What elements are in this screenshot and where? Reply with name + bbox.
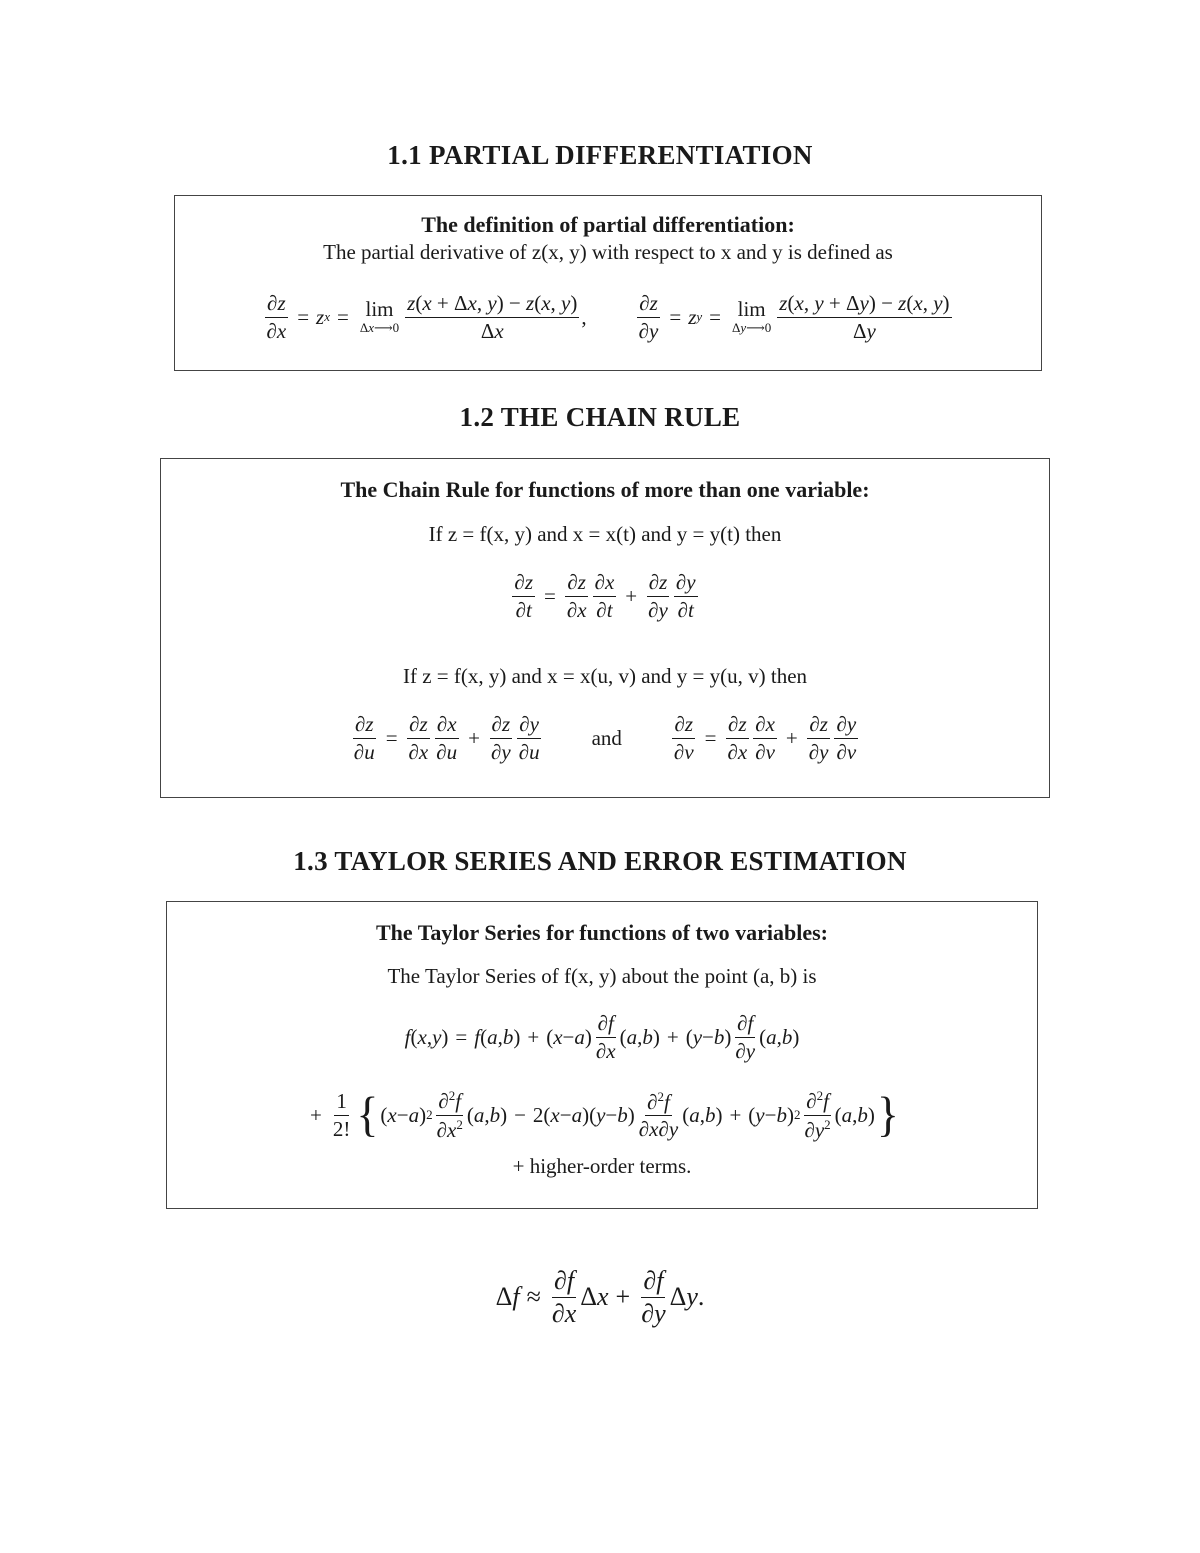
chain-rule-equation2: $\frac{\partial z}{\partial u}$ = $\frac{\partial z}{\partial x}$ $\frac{\partial x}{\partial u}$ + $\frac{\partial z}{\partial y}$ $\frac{\partial y}{\partial u}$ and $\frac{\partial z}{\partial v}$ = $\frac{\partial z}{\partial x}$ $\frac{\partial x}{\partial v}$ + $\frac{\partial z}{\partial y}$ $\frac{\partial y}{\partial v}$ [353, 712, 857, 764]
definition-intro: The partial derivative of z(x, y) with respect to x and y is defined as [323, 240, 893, 264]
taylor-series-line1: The Taylor Series of f(x, y) about the point (a, b) is [387, 964, 817, 988]
and-word: and [591, 725, 622, 750]
chain-rule-heading: The Chain Rule for functions of more than one variable: [340, 477, 870, 502]
section-title-chain-rule: 1.2 THE CHAIN RULE [459, 402, 741, 432]
chain-rule-line2: If z = f(x, y) and x = x(u, v) and y = y(u, v) then [402, 664, 808, 688]
definition-equation: $\frac{\partial z}{\partial x}$ = z x = lim Δx⟶0 $\frac{z(x + \Delta x, y) - z(x, y)}{\Delta x}$ , $\frac{\partial z}{\partial y}$ = z y = lim Δy⟶0 $\frac{z(x, y + \Delta y) - z(x, y)}{\Delta y}$ [266, 291, 950, 343]
taylor-series-box [166, 901, 1038, 1209]
chain-rule-box [160, 458, 1050, 798]
chain-rule-equation1: $\frac{\partial z}{\partial t}$ = $\frac{\partial z}{\partial x}$ $\frac{\partial x}{\partial t}$ + $\frac{\partial z}{\partial y}$ $\frac{\partial y}{\partial t}$ [514, 570, 696, 622]
taylor-series-equation1: f ( x , y ) = f ( a , b ) + ( x − a ) $\frac{\partial f}{\partial x}$ ( a , b ) + ( y − b ) $\frac{\partial f}{\partial y}$ ( a , b ) [404, 1011, 800, 1063]
error-estimate-equation: Δ f ≈ $\frac{\partial f}{\partial x}$ Δ x + $\frac{\partial f}{\partial y}$ Δ y . [495, 1266, 705, 1328]
definition-heading: The definition of partial differentiation: [421, 212, 795, 237]
section-title-partial-differentiation: 1.1 PARTIAL DIFFERENTIATION [387, 140, 813, 170]
definition-box [174, 195, 1042, 371]
taylor-series-equation2: + $\frac{1}{2!}$ { ( x − a ) 2 $\frac{\partial^2f}{\partial x^2}$ ( a , b ) − 2( x − a )( y − b ) $\frac{\partial^2f}{\partial x\partial y}$ ( a , b ) + ( y − b ) 2 $\frac{\partial^2f}{\partial y^2}$ ( a , b ) } [309, 1087, 900, 1142]
taylor-series-tail: + higher-order terms. [512, 1154, 692, 1178]
chain-rule-line1: If z = f(x, y) and x = x(t) and y = y(t) then [428, 522, 782, 546]
taylor-series-heading: The Taylor Series for functions of two variables: [375, 920, 829, 945]
section-title-taylor-series: 1.3 TAYLOR SERIES AND ERROR ESTIMATION [293, 846, 907, 876]
